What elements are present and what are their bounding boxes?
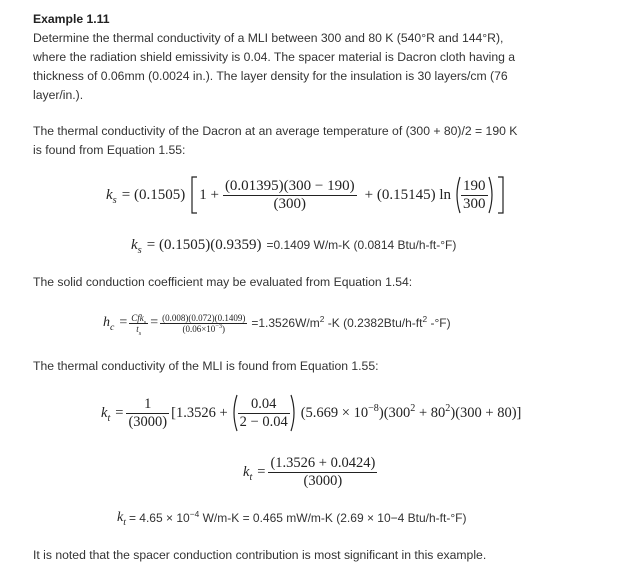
eq5-fraction: $\frac{(1.3526 + 0.0424)}{(3000)}$ <box>270 454 376 489</box>
eq1-ln-fraction <box>461 178 488 213</box>
mli-text: The thermal conductivity of the MLI is found from Equation 1.55: <box>33 359 379 373</box>
eq2-lhs: $k_s$ <box>131 236 142 256</box>
equation-ks-value <box>131 235 456 255</box>
eq4-emissivity-fraction: $\frac{0.04}{2 - 0.04}$ <box>239 395 288 430</box>
eq3-symbolic-fraction: $\frac{Cfk_s}{t_s}$ <box>131 312 147 337</box>
intro-line-4: layer/in.). <box>33 88 84 102</box>
eq3-lhs: $h_c$ <box>103 315 115 333</box>
right-square-bracket <box>496 175 506 215</box>
right-paren <box>290 393 298 433</box>
eq5-lhs: $k_t$ <box>243 463 253 483</box>
eq2-rhs: = (0.1505)(0.9359) <box>146 236 262 253</box>
left-square-bracket <box>189 175 199 215</box>
eq1-frac-numerator: (0.01395)(300 − 190) <box>224 177 355 194</box>
eq3-result: $=1.3526W/m^2$ -K ($0.2382Btu/h-ft^2$ -°F) <box>251 314 451 330</box>
dacron-line-1: The thermal conductivity of the Dacron at an average temperature of (300 + 80)/2 = 190 K <box>33 124 518 138</box>
eq4-lhs: $k_t$ <box>101 404 111 424</box>
eq1-fraction <box>223 178 357 213</box>
eq4-fraction: $\frac{1}{(3000)}$ <box>128 395 168 430</box>
right-paren <box>488 175 496 215</box>
eq4-bracket-a: [1.3526 + <box>171 404 228 421</box>
dacron-line-2: is found from Equation 1.55: <box>33 143 186 157</box>
eq1-ln-denominator: 300 <box>463 195 486 212</box>
eq1-lhs: $k_s$ <box>106 186 117 206</box>
intro-line-1: Determine the thermal conductivity of a MLI between 300 and 80 K (540°R and 144°R), <box>33 31 504 45</box>
eq3-equals: = <box>119 315 128 330</box>
equation-kt-formula: $k_t$ = $\frac{1}{(3000)}$ [1.3526 + $\frac{0.04}{2 - 0.04}$ $(5.669 \times 10^{-8})(300^2 + 80^2)(300 + 80)$] <box>101 392 521 434</box>
equation-ks-formula <box>106 172 506 218</box>
equation-kt-result <box>117 508 466 528</box>
eq6-lhs: $k_t$ <box>117 510 126 528</box>
left-paren <box>453 175 461 215</box>
example-title: Example 1.11 <box>33 12 110 26</box>
equation-hc: $h_c$ = $\frac{Cfk_s}{t_s}$ = $\frac{(0.008)(0.072)(0.1409)}{(0.06\times 10^{-3})}$ $=1.3526W/m^2$ -K ($0.2382Btu/h-ft^2$ -°F) <box>103 312 451 337</box>
eq2-result: =0.1409 W/m-K (0.0814 Btu/h-ft-°F) <box>266 238 457 252</box>
equation-kt-simplified: $k_t$ = $\frac{(1.3526 + 0.0424)}{(3000)}$ <box>243 454 376 489</box>
eq6-result: = $4.65 \times 10^{-4}$ W/m-K = 0.465 mW/m-K (2.69 × 10−4 Btu/h-ft-°F) <box>128 509 467 525</box>
eq1-one-plus: 1 + <box>199 186 219 203</box>
eq1-ln-numerator: 190 <box>463 177 486 194</box>
eq3-numeric-fraction: $\frac{(0.008)(0.072)(0.1409)}{(0.06\times 10^{-3})}$ <box>162 312 246 334</box>
eq1-coeff: = (0.1505) <box>121 186 186 203</box>
eq4-tail: $(5.669 \times 10^{-8})(300^2 + 80^2)(300 + 80)$] <box>300 402 522 421</box>
left-paren <box>230 393 238 433</box>
eq1-plus-ln: + (0.15145) ln <box>364 186 452 203</box>
eq1-frac-denominator: (300) <box>273 195 307 212</box>
solid-conduction-text: The solid conduction coefficient may be evaluated from Equation 1.54: <box>33 275 413 289</box>
conclusion-text: It is noted that the spacer conduction contribution is most significant in this example. <box>33 548 487 562</box>
intro-line-2: where the radiation shield emissivity is 0.04. The spacer material is Dacron cloth having a <box>33 50 516 64</box>
intro-line-3: thickness of 0.06mm (0.0024 in.). The layer density for the insulation is 30 layers/cm (76 <box>33 69 508 83</box>
